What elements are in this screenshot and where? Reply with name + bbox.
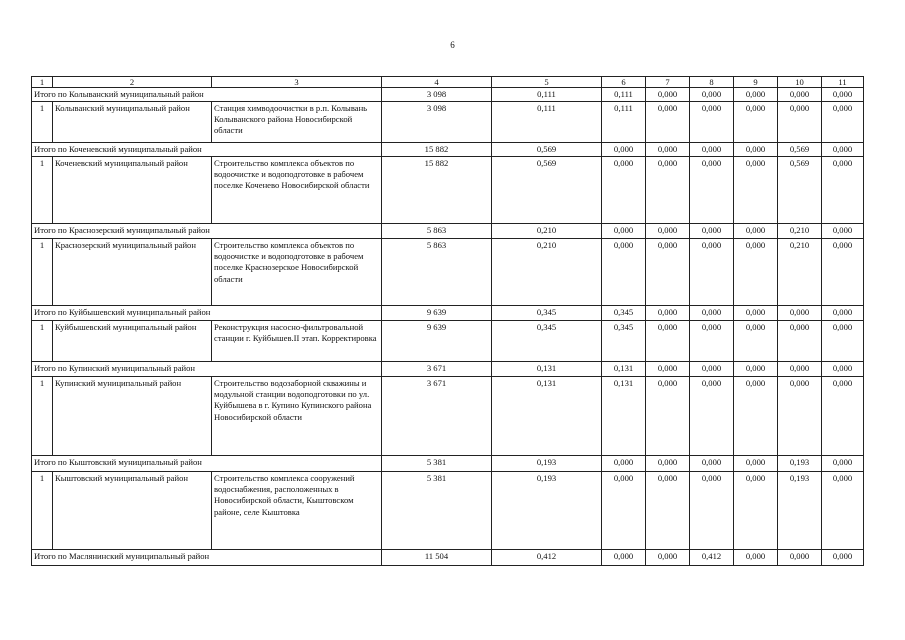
value-col-7: 0,000 (646, 157, 690, 224)
total-value-col-8: 0,000 (690, 143, 734, 157)
total-value-col-5: 0,412 (492, 550, 602, 566)
value-col-11: 0,000 (822, 472, 864, 550)
value-col-4: 5 381 (382, 472, 492, 550)
total-value-col-6: 0,111 (602, 88, 646, 102)
row-number: 1 (32, 472, 53, 550)
row-number: 1 (32, 321, 53, 362)
object-name: Реконструкция насосно-фильтровальной станции г. Куйбышев.II этап. Корректировка (212, 321, 382, 362)
total-value-col-4: 3 671 (382, 362, 492, 377)
total-value-col-6: 0,345 (602, 306, 646, 321)
value-col-9: 0,000 (734, 102, 778, 143)
total-value-col-7: 0,000 (646, 550, 690, 566)
value-col-5: 0,193 (492, 472, 602, 550)
total-value-col-8: 0,412 (690, 550, 734, 566)
value-col-4: 15 882 (382, 157, 492, 224)
column-header: 3 (212, 77, 382, 88)
column-header: 9 (734, 77, 778, 88)
value-col-5: 0,345 (492, 321, 602, 362)
total-value-col-9: 0,000 (734, 306, 778, 321)
table-row (32, 239, 864, 306)
value-col-7: 0,000 (646, 102, 690, 143)
total-value-col-11: 0,000 (822, 306, 864, 321)
value-col-8: 0,000 (690, 472, 734, 550)
value-col-9: 0,000 (734, 239, 778, 306)
total-value-col-9: 0,000 (734, 550, 778, 566)
total-label: Итого по Краснозерский муниципальный район (32, 224, 382, 239)
column-header: 11 (822, 77, 864, 88)
column-header: 1 (32, 77, 53, 88)
total-value-col-11: 0,000 (822, 143, 864, 157)
total-value-col-6: 0,131 (602, 362, 646, 377)
total-value-col-10: 0,000 (778, 550, 822, 566)
total-value-col-5: 0,111 (492, 88, 602, 102)
value-col-8: 0,000 (690, 102, 734, 143)
total-label: Итого по Кыштовский муниципальный район (32, 456, 382, 472)
total-value-col-11: 0,000 (822, 362, 864, 377)
total-label: Итого по Купинский муниципальный район (32, 362, 382, 377)
value-col-4: 3 098 (382, 102, 492, 143)
total-value-col-6: 0,000 (602, 550, 646, 566)
value-col-4: 5 863 (382, 239, 492, 306)
total-value-col-8: 0,000 (690, 88, 734, 102)
value-col-10: 0,210 (778, 239, 822, 306)
total-value-col-9: 0,000 (734, 143, 778, 157)
total-value-col-8: 0,000 (690, 456, 734, 472)
total-value-col-7: 0,000 (646, 143, 690, 157)
value-col-9: 0,000 (734, 321, 778, 362)
district-name: Коченевский муниципальный район (53, 157, 212, 224)
total-label: Итого по Колыванский муниципальный район (32, 88, 382, 102)
value-col-6: 0,131 (602, 377, 646, 456)
value-col-9: 0,000 (734, 472, 778, 550)
total-value-col-5: 0,569 (492, 143, 602, 157)
row-number: 1 (32, 239, 53, 306)
row-number: 1 (32, 102, 53, 143)
total-value-col-10: 0,193 (778, 456, 822, 472)
value-col-9: 0,000 (734, 377, 778, 456)
total-row (32, 456, 864, 472)
value-col-10: 0,000 (778, 321, 822, 362)
total-value-col-9: 0,000 (734, 224, 778, 239)
total-value-col-7: 0,000 (646, 362, 690, 377)
total-value-col-4: 15 882 (382, 143, 492, 157)
column-header: 8 (690, 77, 734, 88)
value-col-8: 0,000 (690, 157, 734, 224)
object-name: Станция химводоочистки в р.п. Колывань Колыванского района Новосибирской области (212, 102, 382, 143)
column-header: 6 (602, 77, 646, 88)
object-name: Строительство комплекса сооружений водоснабжения, расположенных в Новосибирской области, Кыштовском районе, селе Кыштовка (212, 472, 382, 550)
value-col-11: 0,000 (822, 157, 864, 224)
column-header: 10 (778, 77, 822, 88)
table-body (32, 77, 864, 566)
total-value-col-4: 3 098 (382, 88, 492, 102)
table-header-row (32, 77, 864, 88)
table-row (32, 157, 864, 224)
total-row (32, 306, 864, 321)
district-name: Краснозерский муниципальный район (53, 239, 212, 306)
value-col-5: 0,210 (492, 239, 602, 306)
total-value-col-10: 0,000 (778, 306, 822, 321)
total-value-col-4: 5 381 (382, 456, 492, 472)
value-col-5: 0,111 (492, 102, 602, 143)
total-value-col-11: 0,000 (822, 456, 864, 472)
total-row (32, 224, 864, 239)
total-value-col-5: 0,131 (492, 362, 602, 377)
value-col-6: 0,345 (602, 321, 646, 362)
object-name: Строительство комплекса объектов по водоочистке и водоподготовке в рабочем поселке Коченево Новосибирской области (212, 157, 382, 224)
value-col-10: 0,193 (778, 472, 822, 550)
value-col-5: 0,131 (492, 377, 602, 456)
value-col-7: 0,000 (646, 321, 690, 362)
total-row (32, 362, 864, 377)
value-col-11: 0,000 (822, 239, 864, 306)
total-value-col-5: 0,193 (492, 456, 602, 472)
column-header: 2 (53, 77, 212, 88)
value-col-7: 0,000 (646, 377, 690, 456)
value-col-11: 0,000 (822, 321, 864, 362)
total-value-col-7: 0,000 (646, 456, 690, 472)
table-row (32, 321, 864, 362)
table-row (32, 472, 864, 550)
value-col-8: 0,000 (690, 239, 734, 306)
column-header: 4 (382, 77, 492, 88)
district-name: Купинский муниципальный район (53, 377, 212, 456)
table-row (32, 377, 864, 456)
object-name: Строительство водозаборной скважины и модульной станции водоподготовки по ул. Куйбышева в г. Купино Купинского района Новосибирской области (212, 377, 382, 456)
total-value-col-10: 0,569 (778, 143, 822, 157)
funding-table (31, 76, 864, 566)
total-value-col-9: 0,000 (734, 88, 778, 102)
object-name: Строительство комплекса объектов по водоочистке и водоподготовке в рабочем поселке Краснозерское Новосибирской области (212, 239, 382, 306)
value-col-8: 0,000 (690, 377, 734, 456)
total-value-col-11: 0,000 (822, 550, 864, 566)
total-value-col-11: 0,000 (822, 88, 864, 102)
value-col-8: 0,000 (690, 321, 734, 362)
total-value-col-10: 0,210 (778, 224, 822, 239)
total-value-col-9: 0,000 (734, 362, 778, 377)
total-value-col-4: 5 863 (382, 224, 492, 239)
district-name: Куйбышевский муниципальный район (53, 321, 212, 362)
value-col-10: 0,000 (778, 377, 822, 456)
value-col-7: 0,000 (646, 472, 690, 550)
total-row (32, 550, 864, 566)
value-col-10: 0,569 (778, 157, 822, 224)
row-number: 1 (32, 157, 53, 224)
district-name: Кыштовский муниципальный район (53, 472, 212, 550)
value-col-6: 0,111 (602, 102, 646, 143)
value-col-6: 0,000 (602, 472, 646, 550)
value-col-7: 0,000 (646, 239, 690, 306)
total-label: Итого по Коченевский муниципальный район (32, 143, 382, 157)
total-value-col-8: 0,000 (690, 224, 734, 239)
total-value-col-4: 9 639 (382, 306, 492, 321)
total-value-col-7: 0,000 (646, 224, 690, 239)
total-value-col-6: 0,000 (602, 224, 646, 239)
total-value-col-11: 0,000 (822, 224, 864, 239)
value-col-4: 3 671 (382, 377, 492, 456)
total-label: Итого по Куйбышевский муниципальный район (32, 306, 382, 321)
total-value-col-9: 0,000 (734, 456, 778, 472)
total-value-col-6: 0,000 (602, 456, 646, 472)
value-col-6: 0,000 (602, 157, 646, 224)
value-col-10: 0,000 (778, 102, 822, 143)
total-value-col-5: 0,210 (492, 224, 602, 239)
value-col-6: 0,000 (602, 239, 646, 306)
column-header: 5 (492, 77, 602, 88)
total-value-col-7: 0,000 (646, 88, 690, 102)
total-value-col-8: 0,000 (690, 306, 734, 321)
total-value-col-8: 0,000 (690, 362, 734, 377)
total-value-col-7: 0,000 (646, 306, 690, 321)
table-row (32, 102, 864, 143)
value-col-11: 0,000 (822, 102, 864, 143)
total-value-col-4: 11 504 (382, 550, 492, 566)
district-name: Колыванский муниципальный район (53, 102, 212, 143)
total-value-col-6: 0,000 (602, 143, 646, 157)
page-number: 6 (450, 40, 455, 50)
value-col-5: 0,569 (492, 157, 602, 224)
total-value-col-10: 0,000 (778, 362, 822, 377)
total-row (32, 143, 864, 157)
total-row (32, 88, 864, 102)
value-col-9: 0,000 (734, 157, 778, 224)
row-number: 1 (32, 377, 53, 456)
value-col-4: 9 639 (382, 321, 492, 362)
column-header: 7 (646, 77, 690, 88)
total-label: Итого по Маслянинский муниципальный район (32, 550, 382, 566)
value-col-11: 0,000 (822, 377, 864, 456)
total-value-col-10: 0,000 (778, 88, 822, 102)
total-value-col-5: 0,345 (492, 306, 602, 321)
